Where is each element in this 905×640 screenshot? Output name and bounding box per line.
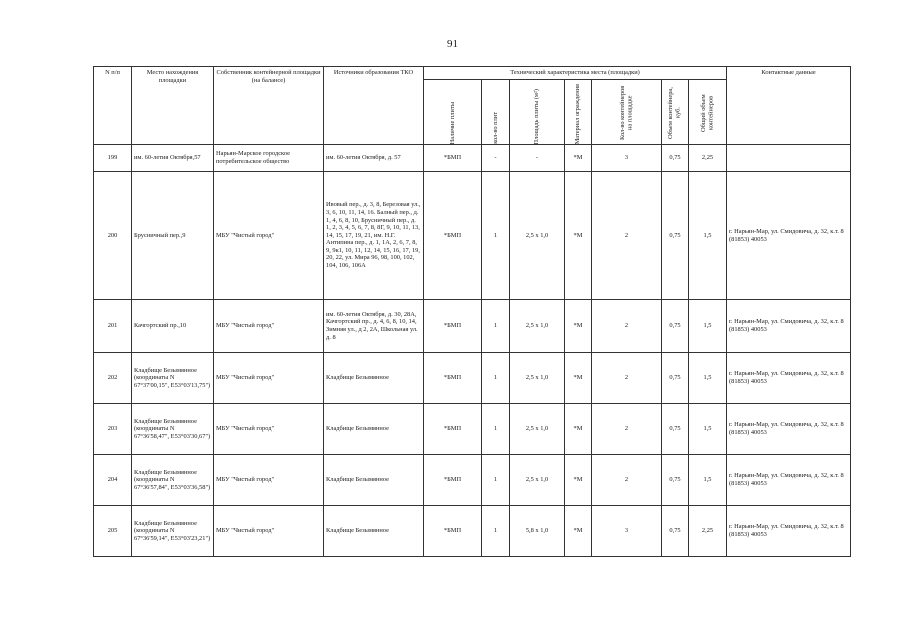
cell-qty: 1	[482, 172, 510, 300]
header-owner: Собственник контейнерной площадки (на балансе)	[214, 67, 324, 145]
cell-total: 1,5	[689, 404, 727, 455]
cell-location: Кладбище Безымянное (координаты N 67°36'57,84", E53°03'36,58")	[132, 455, 214, 506]
cell-material: *М	[565, 455, 592, 506]
cell-vol: 0,75	[662, 455, 689, 506]
cell-plate: *БМП	[424, 353, 482, 404]
cell-location: Кладбище Безымянное (координаты N 67°36'59,14", E53°03'23,21")	[132, 506, 214, 557]
cell-owner: МБУ "Чистый город"	[214, 353, 324, 404]
cell-material: *М	[565, 353, 592, 404]
cell-material: *М	[565, 506, 592, 557]
cell-contacts: г. Нарьян-Мар, ул. Смидовича, д. 32, к.т. 8 (81853) 40053	[727, 172, 851, 300]
cell-sources: Кладбище Безымянное	[324, 353, 424, 404]
table-row	[94, 300, 851, 353]
cell-containers: 2	[592, 172, 662, 300]
header-contacts: Контактные данные	[727, 67, 851, 145]
table-row	[94, 404, 851, 455]
cell-num: 201	[94, 300, 132, 353]
cell-vol: 0,75	[662, 300, 689, 353]
table-row	[94, 145, 851, 172]
cell-num: 200	[94, 172, 132, 300]
cell-num: 205	[94, 506, 132, 557]
header-sources: Источники образования ТКО	[324, 67, 424, 145]
cell-sources: им. 60-летия Октября, д. 57	[324, 145, 424, 172]
cell-sources: им. 60-летия Октября, д. 30, 28А, Качгортский пр., д. 4, 6, 8, 10, 14, Зимняя ул., д 2, 2А, Школьная ул. д. 8	[324, 300, 424, 353]
cell-containers: 2	[592, 300, 662, 353]
cell-contacts: г. Нарьян-Мар, ул. Смидовича, д. 32, к.т. 8 (81853) 40053	[727, 353, 851, 404]
table-row	[94, 172, 851, 300]
cell-area: 2,5 х 1,0	[510, 300, 565, 353]
container-sites-table	[93, 66, 851, 557]
cell-material: *М	[565, 300, 592, 353]
cell-location: Брусничный пер.,9	[132, 172, 214, 300]
cell-contacts	[727, 145, 851, 172]
cell-total: 1,5	[689, 455, 727, 506]
header-sub-area: Площадь плиты (м²)	[510, 80, 565, 145]
cell-contacts: г. Нарьян-Мар, ул. Смидовича, д. 32, к.т. 8 (81853) 40053	[727, 404, 851, 455]
cell-num: 202	[94, 353, 132, 404]
cell-plate: *БМП	[424, 145, 482, 172]
header-sub-qty: кол-во плит	[482, 80, 510, 145]
cell-sources: Ивовый пер., д. 3, 8, Березовая ул., 3, 6, 10, 11, 14, 16. Балный пер., д. 1, 4, 6, 8, 10, Брусничный пер., д. 1, 2, 3, 4, 5, 6, 7, 8, 8Г, 9, 10, 11, 13, 14, 15, 17, 19, 21, им. Н.Г. Антипина пер., д. 1, 1А, 2, 6, 7, 8, 9, 9к1, 10, 11, 12, 14, 15, 16, 17, 19, 20, 22, ул. Мира 96, 98, 100, 102, 104, 106, 106А	[324, 172, 424, 300]
cell-contacts: г. Нарьян-Мар, ул. Смидовича, д. 32, к.т. 8 (81853) 40053	[727, 455, 851, 506]
cell-qty: -	[482, 145, 510, 172]
cell-material: *М	[565, 145, 592, 172]
header-tech: Технический характеристика места (площадки)	[424, 67, 727, 80]
cell-containers: 3	[592, 145, 662, 172]
header-sub-plate: Наличие плиты	[424, 80, 482, 145]
header-sub-total: Общий объем контейнеров	[689, 80, 727, 145]
cell-owner: МБУ "Чистый город"	[214, 455, 324, 506]
cell-plate: *БМП	[424, 506, 482, 557]
cell-qty: 1	[482, 300, 510, 353]
cell-num: 203	[94, 404, 132, 455]
cell-area: -	[510, 145, 565, 172]
cell-plate: *БМП	[424, 455, 482, 506]
cell-sources: Кладбище Безымянное	[324, 404, 424, 455]
cell-vol: 0,75	[662, 506, 689, 557]
cell-vol: 0,75	[662, 145, 689, 172]
cell-num: 204	[94, 455, 132, 506]
cell-owner: МБУ "Чистый город"	[214, 172, 324, 300]
cell-area: 2,5 х 1,0	[510, 353, 565, 404]
cell-plate: *БМП	[424, 404, 482, 455]
header-sub-containers: Кол-во контейнеров на площадке	[592, 80, 662, 145]
cell-owner: Нарьян-Марское городское потребительское общество	[214, 145, 324, 172]
cell-containers: 3	[592, 506, 662, 557]
cell-containers: 2	[592, 353, 662, 404]
cell-location: Качгортский пр.,10	[132, 300, 214, 353]
cell-contacts: г. Нарьян-Мар, ул. Смидовича, д. 32, к.т. 8 (81853) 40053	[727, 300, 851, 353]
cell-vol: 0,75	[662, 404, 689, 455]
cell-sources: Кладбище Безымянное	[324, 506, 424, 557]
cell-total: 2,25	[689, 506, 727, 557]
cell-vol: 0,75	[662, 353, 689, 404]
header-row-main	[94, 67, 851, 80]
table-row	[94, 506, 851, 557]
cell-contacts: г. Нарьян-Мар, ул. Смидовича, д. 32, к.т. 8 (81853) 40053	[727, 506, 851, 557]
cell-material: *М	[565, 404, 592, 455]
header-location: Место нахождения площадки	[132, 67, 214, 145]
cell-qty: 1	[482, 506, 510, 557]
cell-material: *М	[565, 172, 592, 300]
table-row	[94, 353, 851, 404]
cell-vol: 0,75	[662, 172, 689, 300]
cell-total: 1,5	[689, 172, 727, 300]
header-num: N п/п	[94, 67, 132, 145]
cell-location: Кладбище Безымянное (координаты N 67°36'58,47", E53°03'30,67")	[132, 404, 214, 455]
header-sub-material: Материал ограждения	[565, 80, 592, 145]
cell-area: 5,8 х 1,0	[510, 506, 565, 557]
cell-total: 1,5	[689, 353, 727, 404]
cell-owner: МБУ "Чистый город"	[214, 506, 324, 557]
cell-area: 2,5 х 1,0	[510, 172, 565, 300]
cell-containers: 2	[592, 455, 662, 506]
cell-qty: 1	[482, 353, 510, 404]
cell-sources: Кладбище Безымянное	[324, 455, 424, 506]
cell-owner: МБУ "Чистый город"	[214, 404, 324, 455]
cell-num: 199	[94, 145, 132, 172]
cell-total: 2,25	[689, 145, 727, 172]
cell-qty: 1	[482, 404, 510, 455]
cell-owner: МБУ "Чистый город"	[214, 300, 324, 353]
cell-qty: 1	[482, 455, 510, 506]
cell-plate: *БМП	[424, 172, 482, 300]
cell-area: 2,5 х 1,0	[510, 404, 565, 455]
cell-plate: *БМП	[424, 300, 482, 353]
header-sub-vol: Объем контейнера, куб.	[662, 80, 689, 145]
cell-area: 2,5 х 1,0	[510, 455, 565, 506]
table-row	[94, 455, 851, 506]
cell-location: Кладбище Безымянное (координаты N 67°37'00,15", E53°03'13,75")	[132, 353, 214, 404]
cell-containers: 2	[592, 404, 662, 455]
page-number: 91	[447, 38, 458, 50]
cell-total: 1,5	[689, 300, 727, 353]
cell-location: им. 60-летия Октября,57	[132, 145, 214, 172]
